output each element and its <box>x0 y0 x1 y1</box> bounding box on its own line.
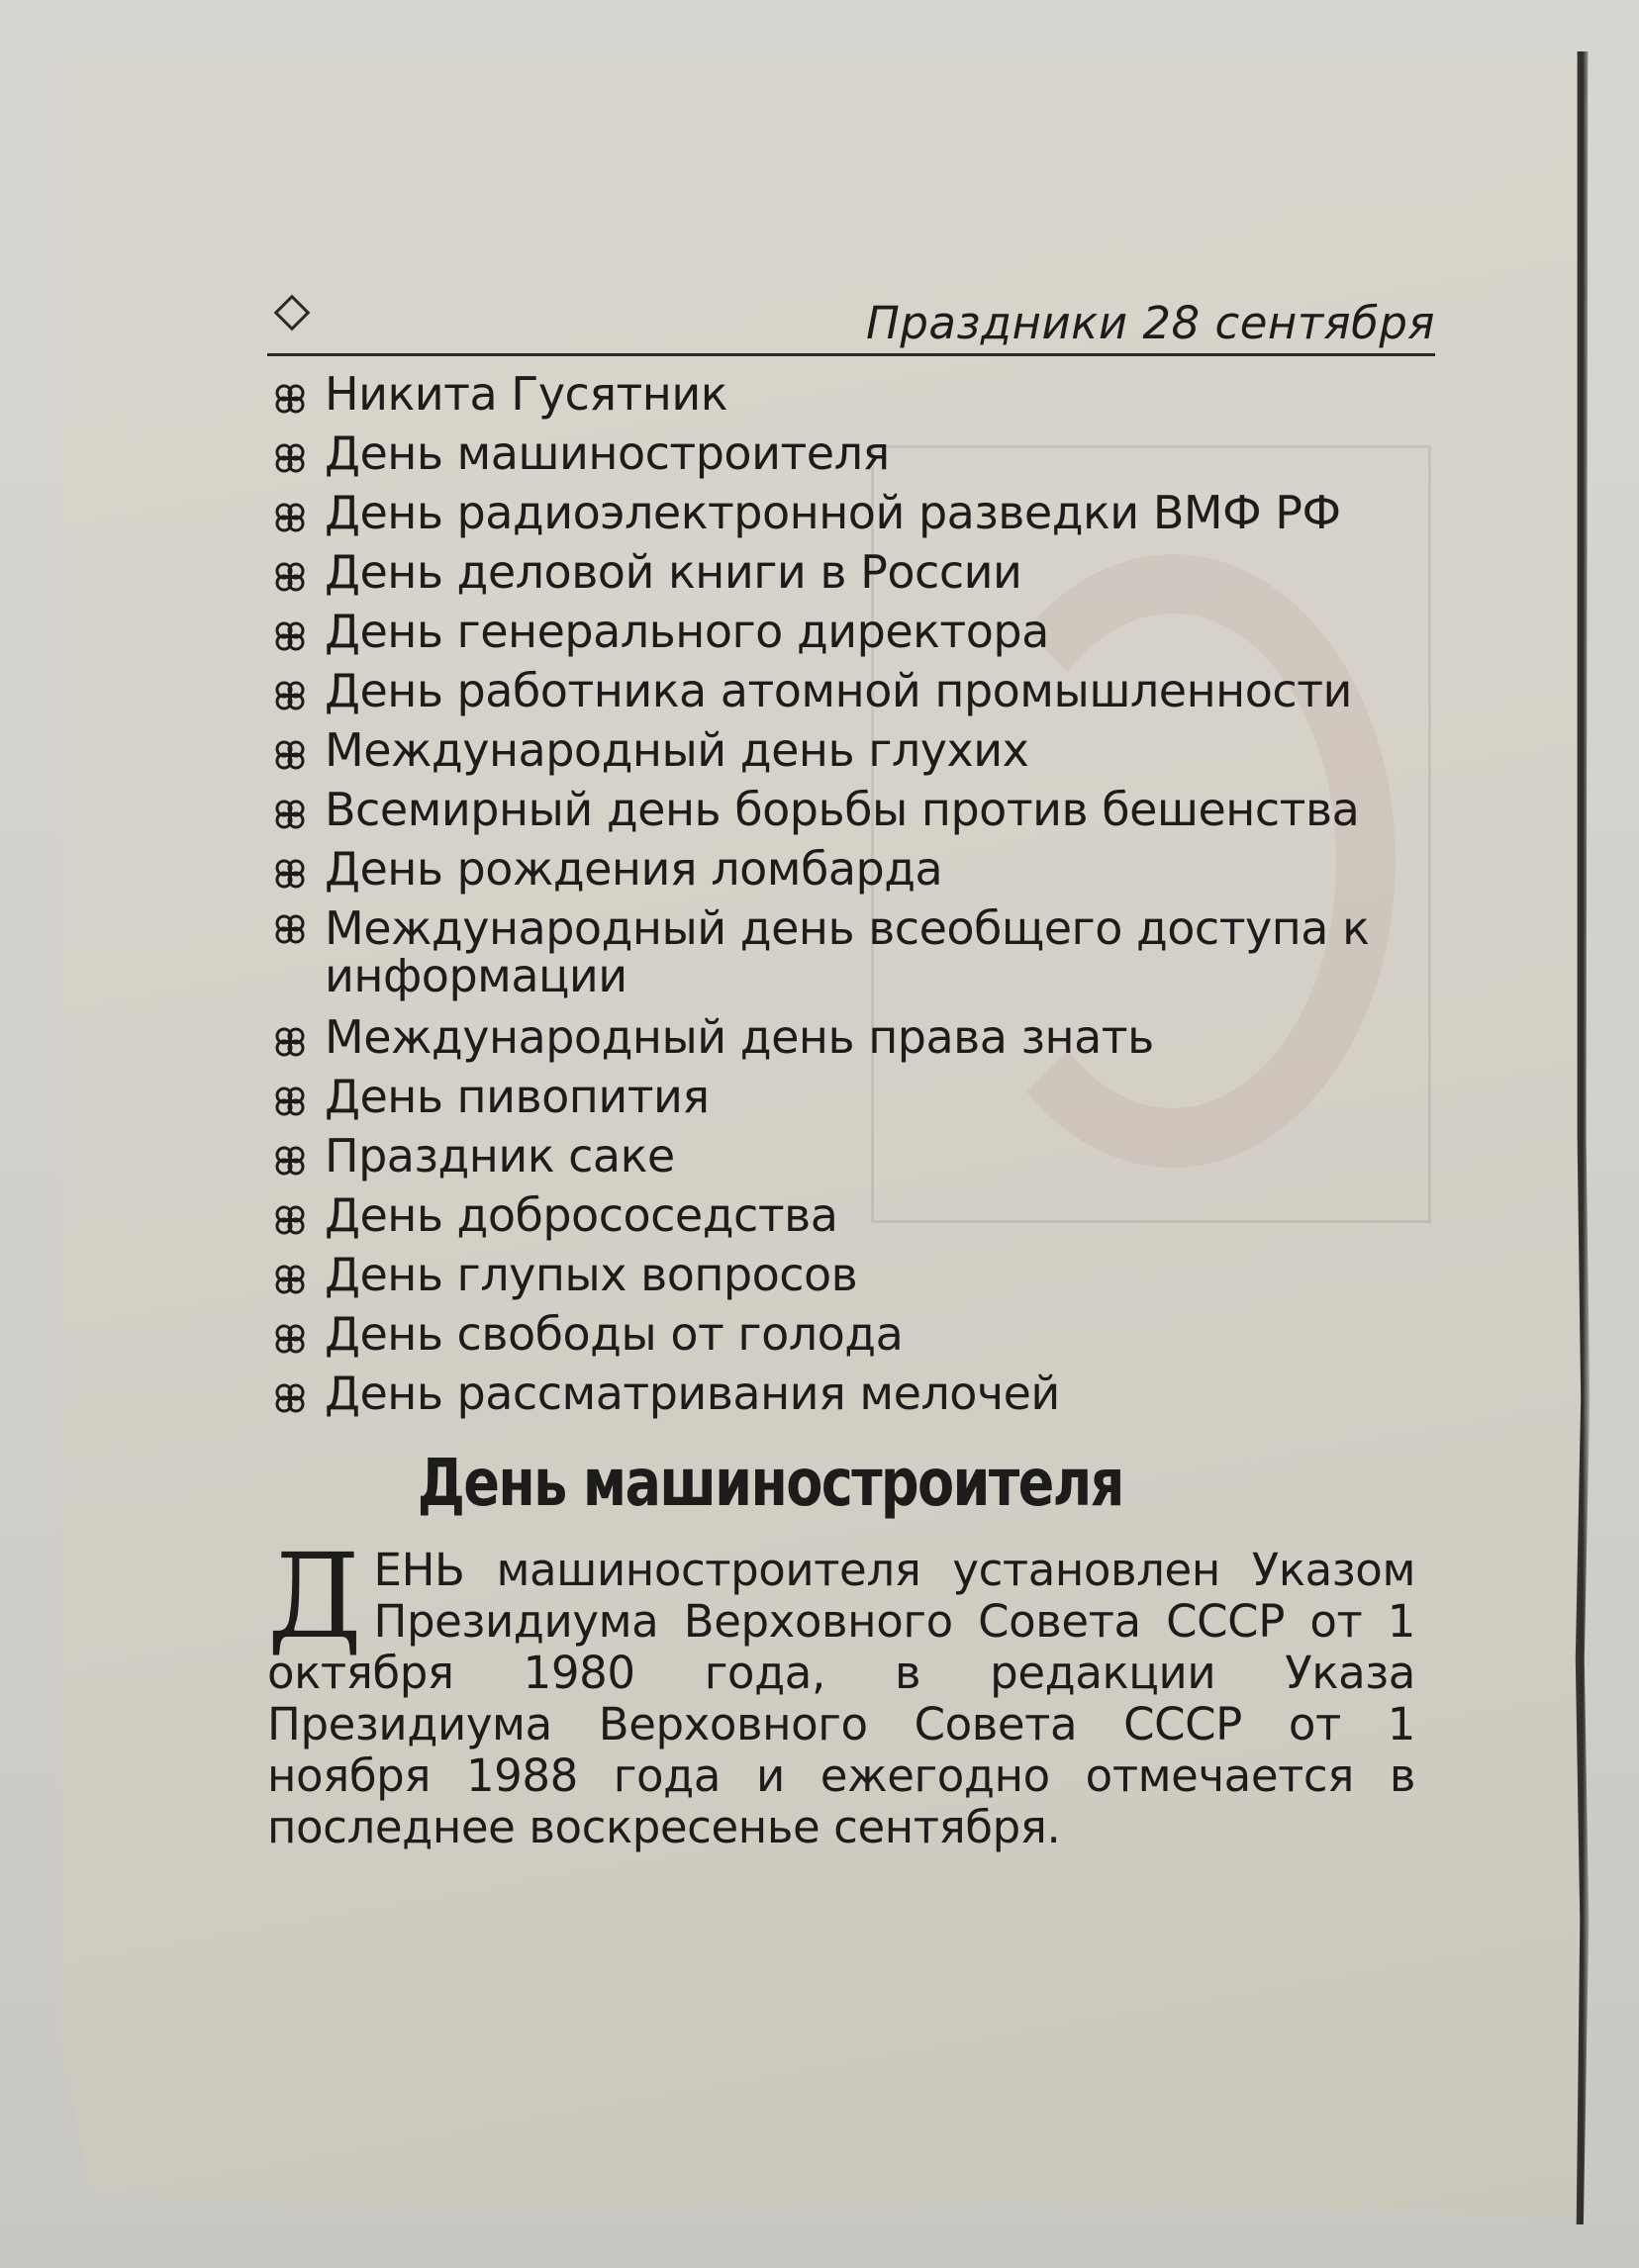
list-item <box>267 661 1435 720</box>
holiday-name: День свободы от голода <box>325 1307 904 1361</box>
list-item <box>267 1007 1435 1067</box>
flower-bullet-icon <box>273 798 307 831</box>
list-item <box>267 483 1435 542</box>
holiday-name: День добрососедства <box>325 1188 838 1242</box>
holiday-name: День деловой книги в России <box>325 545 1022 599</box>
list-item <box>267 542 1435 602</box>
article-title: День машиностроителя <box>417 1445 1123 1521</box>
flower-bullet-icon <box>273 912 307 946</box>
flower-bullet-icon <box>273 1263 307 1296</box>
holiday-name: День машиностроителя <box>325 426 890 480</box>
holiday-name: День работника атомной промышленности <box>325 664 1352 717</box>
list-item <box>267 364 1435 424</box>
flower-bullet-icon <box>273 738 307 772</box>
holiday-column <box>267 282 1435 1853</box>
list-item <box>267 720 1435 780</box>
flower-bullet-icon <box>273 619 307 653</box>
flower-bullet-icon <box>273 857 307 891</box>
flower-bullet-icon <box>273 1025 307 1059</box>
holiday-name: Международный день глухих <box>325 723 1029 777</box>
flower-bullet-icon <box>273 1144 307 1178</box>
list-item <box>267 1185 1435 1245</box>
holiday-name: Никита Гусятник <box>325 367 728 421</box>
flower-bullet-icon <box>273 560 307 594</box>
flower-bullet-icon <box>273 679 307 712</box>
section-header <box>267 282 1435 356</box>
list-item <box>267 602 1435 661</box>
list-item <box>267 1304 1435 1364</box>
list-item <box>267 780 1435 839</box>
list-item <box>267 1364 1435 1423</box>
flower-bullet-icon <box>273 1322 307 1356</box>
flower-bullet-icon <box>273 1381 307 1415</box>
section-title: Праздники 28 сентября <box>866 297 1435 349</box>
holiday-list <box>267 364 1435 1423</box>
drop-cap: Д <box>267 1528 362 1664</box>
diamond-icon <box>274 295 311 331</box>
flower-bullet-icon <box>273 501 307 534</box>
flower-bullet-icon <box>273 1203 307 1237</box>
holiday-name: День рассматривания мелочей <box>325 1367 1060 1420</box>
list-item <box>267 424 1435 483</box>
list-item <box>267 1245 1435 1304</box>
holiday-name: День пивопития <box>325 1070 710 1123</box>
flower-bullet-icon <box>273 1085 307 1118</box>
flower-bullet-icon <box>273 441 307 475</box>
holiday-name: Праздник саке <box>325 1129 675 1182</box>
article-body <box>267 1528 1415 1853</box>
flower-bullet-icon <box>273 382 307 416</box>
list-item <box>267 839 1435 898</box>
holiday-name: День генерального директора <box>325 605 1049 658</box>
holiday-name: День рождения ломбарда <box>325 842 943 896</box>
holiday-name: Международный день права знать <box>325 1010 1154 1064</box>
holiday-name: День глупых вопросов <box>325 1248 858 1301</box>
list-item <box>267 1126 1435 1185</box>
holiday-name: День радиоэлектронной разведки ВМФ РФ <box>325 486 1341 539</box>
list-item <box>267 1067 1435 1126</box>
list-item <box>267 898 1473 1007</box>
holiday-name: Всемирный день борьбы против бешенства <box>325 783 1360 836</box>
holiday-name: Международный день всеобщего доступа к информации <box>325 901 1370 1002</box>
article-text: ЕНЬ машиностроителя установлен Указом Президиума Верховного Совета СССР от 1 октября 1980 года, в редакции Указа Президиума Верховного Совета СССР от 1 ноября 1988 года и ежегодно отмечается в последнее воскресенье сентября. <box>267 1544 1415 1853</box>
